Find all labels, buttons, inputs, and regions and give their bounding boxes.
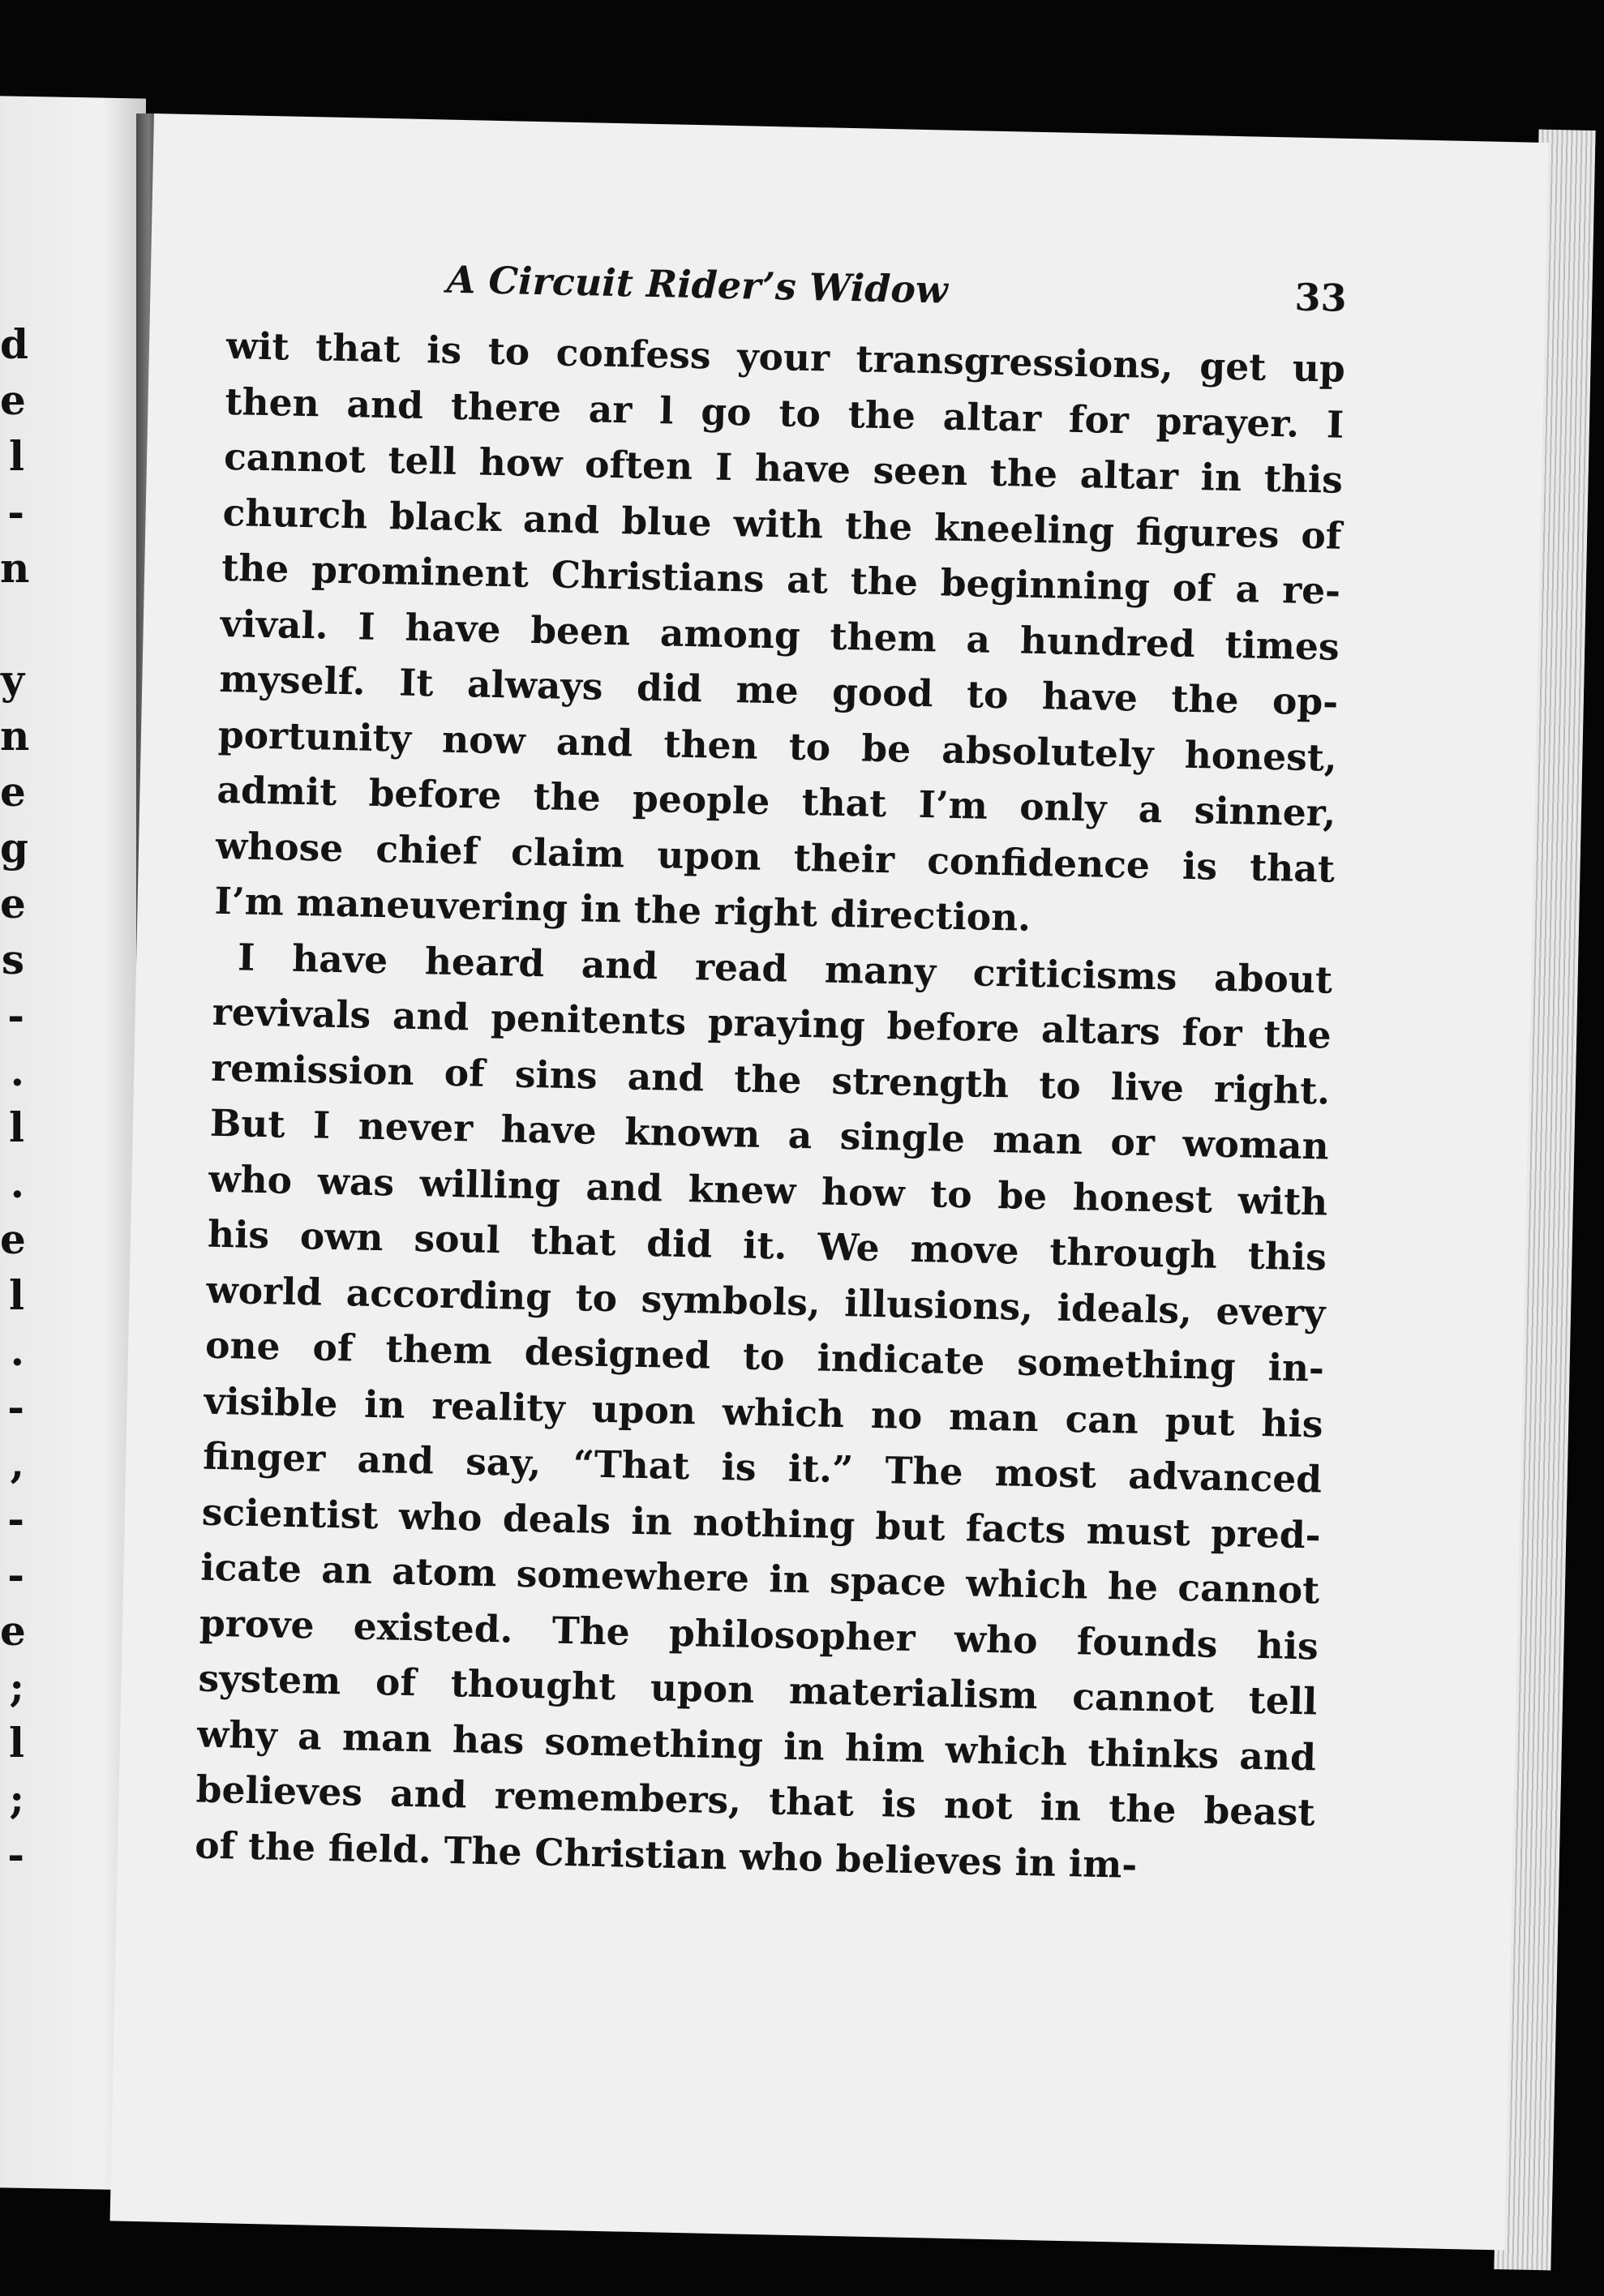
text-line: portunity now and then to be absolutely honest, xyxy=(217,712,1338,780)
left-page-fragment: l xyxy=(9,432,24,480)
text-line: I have heard and read many criticisms about xyxy=(237,934,1333,1002)
left-page-fragment: n xyxy=(0,544,30,592)
body-text xyxy=(195,318,1346,1895)
left-page-fragment: e xyxy=(0,768,26,816)
left-page-fragment: - xyxy=(7,1383,24,1431)
left-page-fragment: - xyxy=(7,1495,24,1543)
text-line: whose chief claim upon their confidence is that xyxy=(215,823,1336,891)
left-page-fragment: e xyxy=(0,880,26,927)
text-line: revivals and penitents praying before altars for the xyxy=(212,989,1332,1057)
left-page-fragment: g xyxy=(0,824,28,872)
text-line: visible in reality upon which no man can put his xyxy=(204,1378,1324,1446)
left-page-fragment: e xyxy=(0,376,26,424)
left-page-fragment: l xyxy=(9,1719,24,1767)
left-page-fragment: . xyxy=(10,1327,24,1375)
left-page-fragment: . xyxy=(10,1159,24,1207)
left-page-fragment: y xyxy=(0,656,24,704)
text-line: remission of sins and the strength to live right. xyxy=(210,1045,1331,1113)
text-line: system of thought upon materialism cannot tell xyxy=(198,1656,1318,1724)
text-line: why a man has something in him which thinks and xyxy=(196,1711,1317,1779)
text-line: believes and remembers, that is not in the beast xyxy=(195,1767,1315,1835)
page-number: 33 xyxy=(1293,275,1348,320)
text-line: church black and blue with the kneeling figures of xyxy=(222,490,1342,558)
paragraph xyxy=(195,928,1333,1895)
text-line: cannot tell how often I have seen the altar in this xyxy=(223,434,1344,502)
left-page-fragment: n xyxy=(0,712,30,760)
text-line: wit that is to confess your transgressions, get up xyxy=(225,323,1346,391)
left-page-fragment: l xyxy=(9,1103,24,1151)
text-line: But I never have known a single man or woman xyxy=(209,1100,1330,1168)
text-line: admit before the people that I’m only a sinner, xyxy=(216,767,1336,835)
book-page xyxy=(110,114,1549,2250)
left-page-text-fragments xyxy=(0,316,30,1883)
left-page-fragment: - xyxy=(7,1551,24,1599)
left-page-fragment: - xyxy=(7,1831,24,1878)
left-page-fragment: e xyxy=(0,1215,26,1263)
left-page-fragment: ; xyxy=(9,1663,24,1711)
text-line: who was willing and knew how to be honest with xyxy=(208,1156,1328,1224)
paragraph xyxy=(214,318,1345,952)
left-page-fragment: ; xyxy=(9,1775,24,1823)
left-page-fragment: - xyxy=(7,992,24,1039)
text-line: myself. It always did me good to have the op- xyxy=(218,656,1339,724)
text-line: finger and say, “That is it.” The most advanced xyxy=(202,1433,1323,1501)
left-page-fragment xyxy=(0,596,24,652)
left-page-fragment: d xyxy=(0,320,28,368)
left-page-fragment: - xyxy=(7,488,24,536)
text-line: icate an atom somewhere in space which he cannot xyxy=(199,1544,1320,1613)
text-line: one of them designed to indicate something in- xyxy=(204,1322,1325,1390)
left-page-fragment: s xyxy=(1,936,24,983)
text-line: the prominent Christians at the beginning of a re- xyxy=(221,545,1341,613)
text-line: vival. I have been among them a hundred times xyxy=(220,601,1340,669)
left-page-fragment: , xyxy=(10,1439,24,1487)
text-line: then and there ar l go to the altar for prayer. I xyxy=(225,379,1345,447)
left-page-fragment: e xyxy=(0,1607,26,1655)
page-text-block xyxy=(195,253,1348,1895)
text-line: I’m maneuvering in the right direction. xyxy=(214,878,1031,940)
text-line: world according to symbols, illusions, ideals, every xyxy=(206,1267,1326,1335)
text-line: his own soul that did it. We move through this xyxy=(207,1211,1327,1279)
text-line: prove existed. The philosopher who founds his xyxy=(199,1600,1319,1668)
text-line: scientist who deals in nothing but facts must pred- xyxy=(201,1489,1322,1557)
running-title: A Circuit Rider’s Widow xyxy=(446,257,949,312)
left-page-fragment: l xyxy=(9,1271,24,1319)
left-page-fragment: . xyxy=(10,1047,24,1095)
text-line: of the field. The Christian who believes in im- xyxy=(194,1823,1138,1887)
